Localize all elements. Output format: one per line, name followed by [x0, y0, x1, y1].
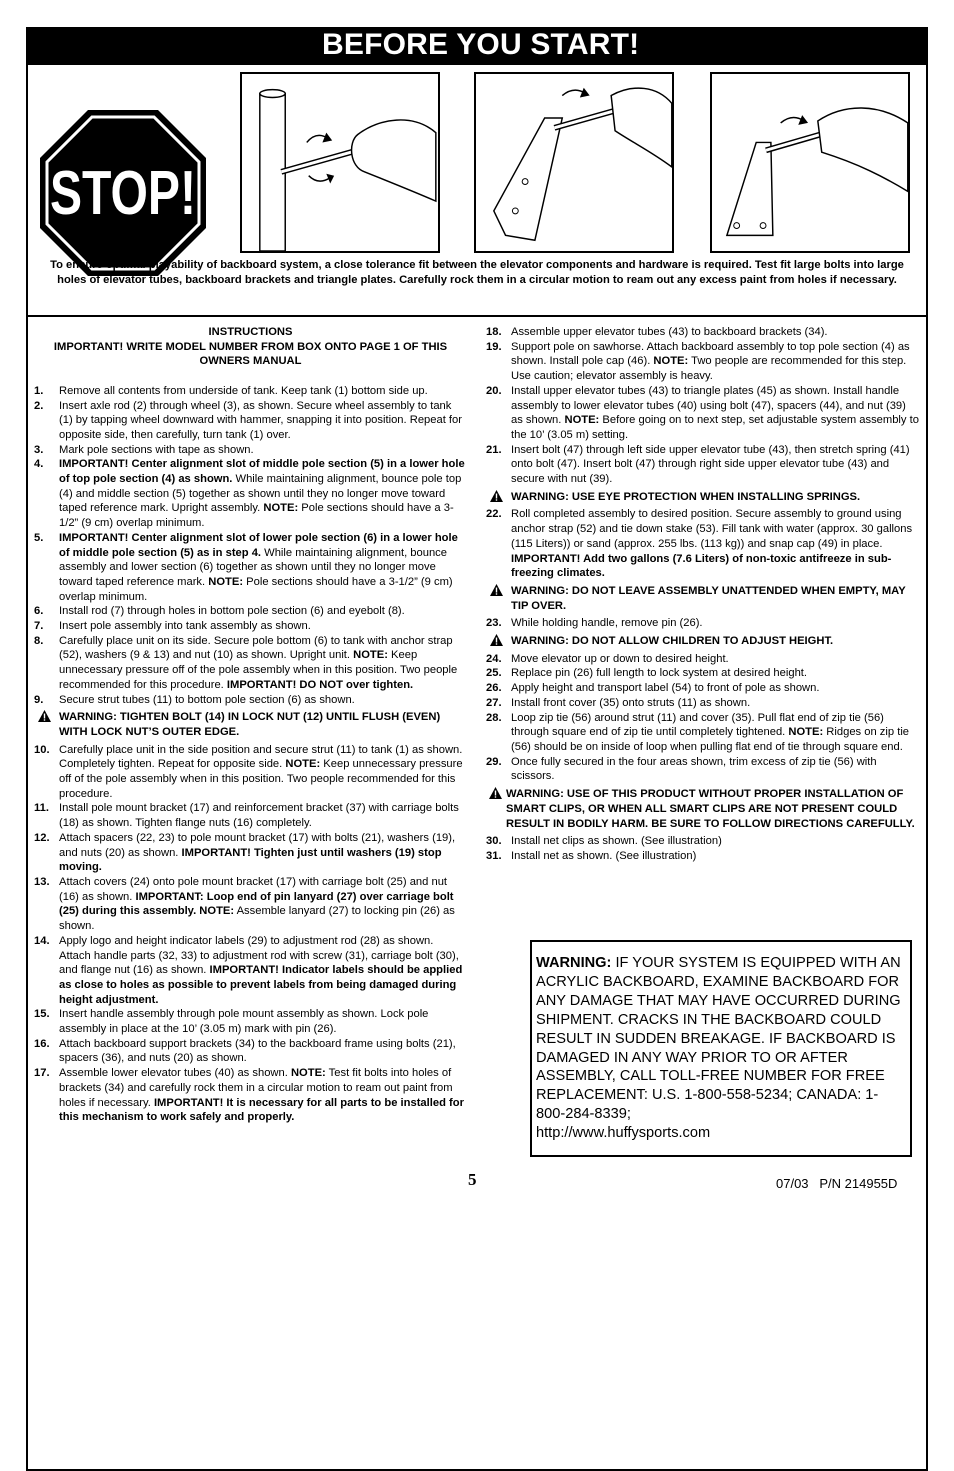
page-title: BEFORE YOU START! — [322, 28, 640, 61]
step-20: 20. Install upper elevator tubes (43) to triangle plates (45) as shown. Install handle assembly to lower elevator tubes (40) using bolt (47), spacers (44), and nut (39) as shown. NOTE: Before going on to next step, set adjustable system assembly to the 10’ (3.05 m) setting. — [486, 384, 919, 441]
acrylic-backboard-warning — [530, 940, 912, 1157]
website-link[interactable]: http://www.huffysports.com — [536, 1125, 711, 1142]
step-18: 18. Assemble upper elevator tubes (43) to backboard brackets (34). — [486, 326, 828, 338]
warning-smart-clips: WARNING: USE OF THIS PRODUCT WITHOUT PROPER INSTALLATION OF SMART CLIPS, OR WHEN ALL SMART CLIPS ARE NOT PRESENT COULD RESULT IN BODILY HARM. BE SURE TO FOLLOW DIRECTIONS CAREFULLY. — [486, 787, 920, 831]
step-25: 25. Replace pin (26) full length to lock system at desired height. — [486, 667, 808, 680]
step-5: 5. IMPORTANT! Center alignment slot of lower pole section (6) in a lower hole of middle pole section (5) as in step 4. While maintaining alignment, bounce assembly and lower section (6) together as shown until they no longer move toward taped reference mark. NOTE: Pole sections should have a 3-1/2” (9 cm) overlap minimum. — [34, 531, 458, 603]
step-21: 21. Insert bolt (47) through left side upper elevator tube (43), then stretch spring (41) onto bolt (47). Insert bolt (47) through right side upper elevator tube (43) and secure with nut (39). — [486, 443, 910, 486]
step-22: 22. Roll completed assembly to desired position. Secure assembly to ground using anchor strap (52) and tie down stake (53). Fill tank with water (approx. 30 gallons (115 Liters)) or sand (approx. 255 lbs. (113 kg)) and snap cap (49) in place. IMPORTANT! Add two gallons (7.6 Liters) of non-toxic antifreeze in sub-freezing climates. — [486, 508, 913, 580]
step-3: 3. Mark pole sections with tape as shown. — [34, 443, 254, 456]
intro-text: To ensure optimal playability of backboard system, a close tolerance fit between the elevator components and hardware is required. Test fit large bolts into large holes of elevator tubes, backboard brackets and triangle plates. Carefully rock them in a circular motion to ream out any excess paint from holes if necessary. — [50, 259, 904, 286]
step-31: 31. Install net as shown. (See illustration) — [486, 849, 697, 862]
stop-sign-text: STOP! — [50, 159, 196, 228]
stop-sign-icon — [38, 108, 208, 278]
step-16: 16. Attach backboard support brackets (34) to the backboard frame using bolts (21), spacers (36), and nuts (20) as shown. — [34, 1037, 456, 1065]
warning-triangle-icon — [490, 490, 503, 502]
step-30: 30. Install net clips as shown. (See illustration) — [486, 835, 722, 848]
step-28: 28. Loop zip tie (56) around strut (11) and cover (35). Pull flat end of zip tie (56) through square end of zip tie until completely tightened. NOTE: Ridges on zip tie (56) should be on inside of loop when pulling flat end of tie through square end. — [486, 711, 910, 753]
step-11: 11. Install pole mount bracket (17) and reinforcement bracket (37) with carriage bolts (18) as shown. Tighten flange nuts (16) completely. — [34, 802, 459, 830]
part-number: 07/03 P/N 214955D — [776, 1176, 898, 1191]
warning-tighten-bolt: WARNING: TIGHTEN BOLT (14) IN LOCK NUT (12) UNTIL FLUSH (EVEN) WITH LOCK NUT’S OUTER EDGE. — [34, 710, 467, 739]
step-27: 27. Install front cover (35) onto struts (11) as shown. — [486, 696, 751, 709]
step-29: 29. Once fully secured in the four areas shown, trim excess of zip tie (56) with scissors. — [486, 755, 877, 783]
warning-eye-protection: WARNING: USE EYE PROTECTION WHEN INSTALLING SPRINGS. — [486, 490, 920, 505]
title-banner — [26, 27, 928, 65]
step-12: 12. Attach spacers (22, 23) to pole mount bracket (17) with bolts (21), washers (19), and nuts (20) as shown. IMPORTANT! Tighten just until washers (19) stop moving. — [34, 831, 456, 874]
instructions-column-right — [486, 325, 920, 864]
warning-triangle-icon — [490, 584, 503, 596]
warning-text: IF YOUR SYSTEM IS EQUIPPED WITH AN ACRYLIC BACKBOARD, EXAMINE BACKBOARD FOR ANY DAMAGE THAT MAY HAVE OCCURRED DURING SHIPMENT. CRACKS IN THE BACKBOARD COULD RESULT IN SUDDEN BREAKAGE. IF BACKBOARD IS DAMAGED IN ANY WAY PRIOR TO OR AFTER ASSEMBLY, CALL TOLL-FREE NUMBER FOR FREE REPLACEMENT: U.S. 1-800-558-5234; CANADA: 1-800-284-8339; — [536, 955, 901, 1123]
warning-unattended: WARNING: DO NOT LEAVE ASSEMBLY UNATTENDED WHEN EMPTY, MAY TIP OVER. — [486, 584, 920, 613]
step-26: 26. Apply height and transport label (54) to front of pole as shown. — [486, 682, 820, 695]
step-23: 23. While holding handle, remove pin (26). — [486, 617, 703, 630]
warning-triangle-icon — [490, 634, 503, 646]
step-14: 14. Apply logo and height indicator labels (29) to adjustment rod (28) as shown. Attach handle parts (32, 33) to adjustment rod with screw (31), carriage bolt (30), and flange nut (16) as shown. IMPORTANT! Indicator labels should be applied as close to holes as possible to prevent labels from being damaged during height adjustment. — [34, 934, 463, 1006]
step-17: 17. Assemble lower elevator tubes (40) as shown. NOTE: Test fit bolts into holes of brackets (34) and carefully rock them in a circular motion to ream out paint from holes if necessary. IMPORTANT! It is necessary for all parts to be installed for this mechanism to work safely and properly. — [34, 1067, 464, 1124]
page-number: 5 — [468, 1170, 477, 1189]
warning-triangle-icon — [489, 787, 502, 799]
step-4: 4. IMPORTANT! Center alignment slot of middle pole section (5) in a lower hole of top pole section (4) as shown. While maintaining alignment, bounce pole top (4) and middle section (5) together as shown until they no longer move toward taped reference mark. Upright assembly. NOTE: Pole sections should have a 3-1/2” (9 cm) overlap minimum. — [34, 458, 465, 530]
illustration-pole-bolt — [240, 72, 440, 253]
step-1: 1. Remove all contents from underside of tank. Keep tank (1) bottom side up. — [34, 384, 428, 397]
step-9: 9. Secure strut tubes (11) to bottom pole section (6) as shown. — [34, 693, 355, 706]
step-19: 19. Support pole on sawhorse. Attach backboard assembly to top pole section (4) as shown. Install pole cap (46). NOTE: Two people are recommended for this step. Use caution; elevator assembly is heavy. — [486, 340, 910, 383]
warning-triangle-icon — [38, 710, 51, 722]
illustration-triangle-plate-bolt — [710, 72, 910, 253]
step-6: 6. Install rod (7) through holes in bottom pole section (6) and eyebolt (8). — [34, 605, 405, 618]
warning-label: WARNING: — [536, 955, 612, 971]
step-15: 15. Insert handle assembly through pole mount assembly as shown. Lock pole assembly in place at the 10’ (3.05 m) mark with pin (26). — [34, 1008, 429, 1036]
step-7: 7. Insert pole assembly into tank assembly as shown. — [34, 620, 311, 633]
step-13: 13. Attach covers (24) onto pole mount bracket (17) with carriage bolt (25) and nut (16) as shown. IMPORTANT: Loop end of pin lanyard (27) over carriage bolt (25) during this assembly. NOTE: Assemble lanyard (27) to locking pin (26) as shown. — [34, 876, 455, 933]
instructions-important: IMPORTANT! WRITE MODEL NUMBER FROM BOX ONTO PAGE 1 OF THIS OWNERS MANUAL — [53, 340, 448, 368]
step-10: 10. Carefully place unit in the side position and secure strut (11) to tank (1) as shown. Completely tighten. Repeat for opposite side. NOTE: Keep unnecessary pressure off of the pole assembly when in this position. Two people recommended for this procedure. — [34, 743, 463, 800]
step-24: 24. Move elevator up or down to desired height. — [486, 652, 729, 665]
warning-children: WARNING: DO NOT ALLOW CHILDREN TO ADJUST HEIGHT. — [486, 634, 920, 649]
instructions-column-left — [34, 325, 467, 1125]
illustration-bracket-bolt — [474, 72, 674, 253]
step-2: 2. Insert axle rod (2) through wheel (3), as shown. Secure wheel assembly to tank (1) by tapping wheel downward with hammer, snapping it into position. Repeat for opposite side, then carefully, turn tank (1) over. — [34, 399, 462, 441]
step-8: 8. Carefully place unit on its side. Secure pole bottom (6) to tank with anchor strap (52), washers (9 & 13) and nut (10) as shown. Upright unit. NOTE: Keep unnecessary pressure off of the pole assembly when in this position. Two people recommended for this procedure. IMPORTANT! DO NOT over tighten. — [34, 634, 458, 691]
instructions-title: INSTRUCTIONS — [208, 326, 293, 338]
